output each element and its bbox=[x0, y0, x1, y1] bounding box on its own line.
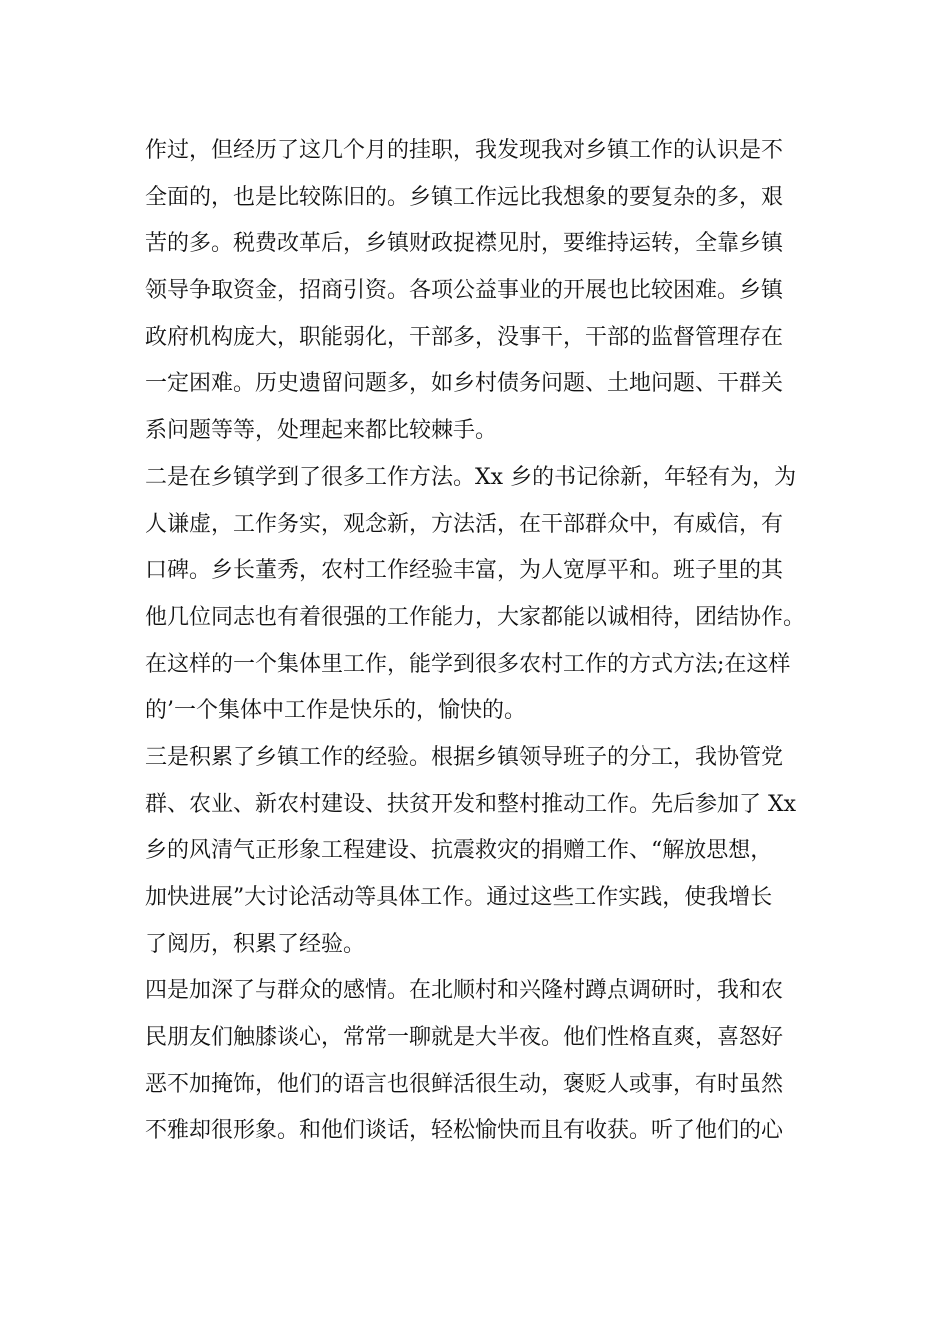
body-text bbox=[145, 128, 825, 1155]
text-line: 系问题等等，处理起来都比较棘手。 bbox=[145, 418, 498, 444]
text-line: 恶不加掩饰，他们的语言也很鲜活很生动，褒贬人或事，有时虽然 bbox=[145, 1071, 784, 1097]
text-line: 四是加深了与群众的感情。在北顺村和兴隆村蹲点调研时，我和农 bbox=[145, 978, 784, 1004]
text-line: 领导争取资金，招商引资。各项公益事业的开展也比较困难。乡镇 bbox=[145, 278, 784, 304]
text-line: 口碑。乡长董秀，农村工作经验丰富，为人宽厚平和。班子里的其 bbox=[145, 558, 784, 584]
text-line: 一定困难。历史遗留问题多，如乡村债务问题、土地问题、干群关 bbox=[145, 371, 784, 397]
text-line: 的’一个集体中工作是快乐的，愉快的。 bbox=[145, 698, 526, 724]
text-line: 不雅却很形象。和他们谈话，轻松愉快而且有收获。听了他们的心 bbox=[145, 1118, 784, 1144]
text-line: 三是积累了乡镇工作的经验。根据乡镇领导班子的分工，我协管党 bbox=[145, 744, 784, 770]
text-line: 群、农业、新农村建设、扶贫开发和整村推动工作。先后参加了 Xx bbox=[145, 791, 797, 817]
text-line: 作过，但经历了这几个月的挂职，我发现我对乡镇工作的认识是不 bbox=[145, 138, 784, 163]
text-line: 政府机构庞大，职能弱化，干部多，没事干，干部的监督管理存在 bbox=[145, 324, 784, 350]
text-line: 民朋友们触膝谈心，常常一聊就是大半夜。他们性格直爽，喜怒好 bbox=[145, 1025, 784, 1051]
text-line: 在这样的一个集体里工作，能学到很多农村工作的方式方法;在这样 bbox=[145, 651, 791, 677]
text-line: 全面的，也是比较陈旧的。乡镇工作远比我想象的要复杂的多，艰 bbox=[145, 184, 784, 210]
text-line: 人谦虚，工作务实，观念新，方法活，在干部群众中，有威信，有 bbox=[145, 511, 784, 537]
text-line: 加快进展”大讨论活动等具体工作。通过这些工作实践，使我增长 bbox=[145, 885, 773, 910]
text-line: 他几位同志也有着很强的工作能力，大家都能以诚相待，团结协作。 bbox=[145, 604, 806, 630]
text-line: 苦的多。税费改革后，乡镇财政捉襟见肘，要维持运转，全靠乡镇 bbox=[145, 231, 784, 257]
text-line: 二是在乡镇学到了很多工作方法。Xx 乡的书记徐新，年轻有为，为 bbox=[145, 464, 797, 490]
text-line: 了阅历，积累了经验。 bbox=[145, 931, 366, 957]
text-line: 乡的风清气正形象工程建设、抗震救灾的捐赠工作、“解放思想， bbox=[145, 838, 773, 864]
